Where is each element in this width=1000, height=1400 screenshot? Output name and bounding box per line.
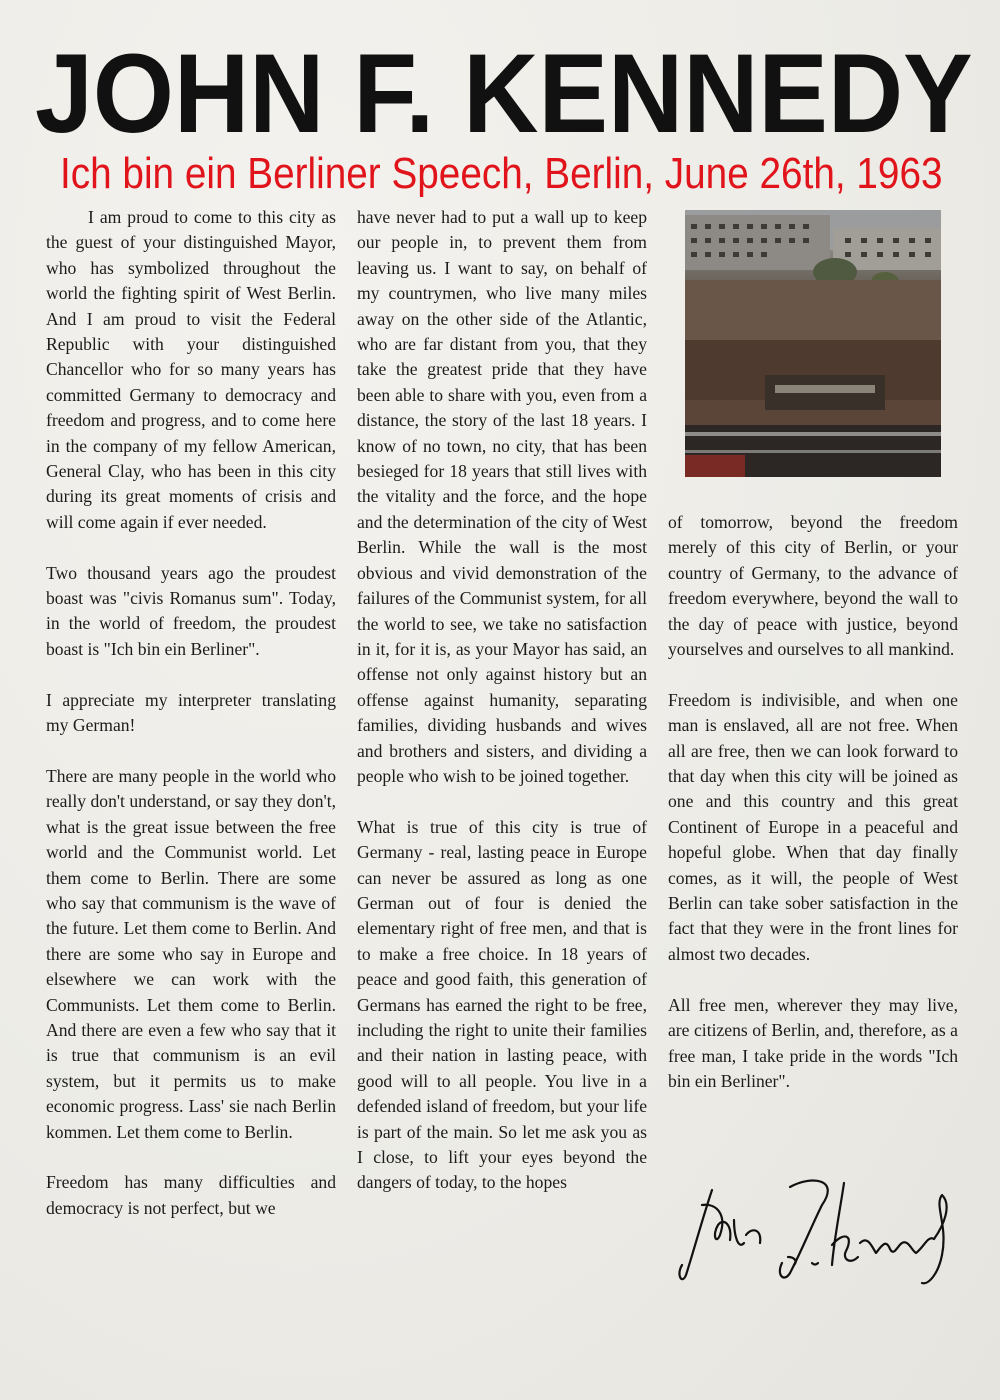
signature-image [672,1165,972,1300]
paragraph: I am proud to come to this city as the guest of your distinguished Mayor, who has symbolized throughout the world the fighting spirit of West Berlin. And I am proud to visit the Federal Republic with your distinguished Chancellor who for so many years has committed Germany to democracy and freedom and progress, and to come here in the company of my fellow American, General Clay, who has been in this city during its great moments of crisis and will come again if ever needed. [46,207,336,532]
text-column-3 [668,510,958,1120]
paragraph: of tomorrow, beyond the freedom merely of this city of Berlin, or your country of Germany, to the advance of freedom everywhere, beyond the wall to the day of peace with justice, beyond yourselves and ourselves to all mankind. [668,512,958,660]
crowd-photo-image [685,210,941,477]
paragraph: Freedom is indivisible, and when one man is enslaved, all are not free. When all are free, then we can look forward to that day when this city will be joined as one and this country and this great Continent of Europe in a peaceful and hopeful globe. When that day finally comes, as it will, the people of West Berlin can take sober satisfaction in the fact that they were in the front lines for almost two decades. [668,689,958,964]
paragraph: Two thousand years ago the proudest boast was "civis Romanus sum". Today, in the world of freedom, the proudest boast is "Ich bin ein Berliner". [46,562,336,659]
crowd-photo [685,210,941,477]
page-title: JOHN F. KENNEDY [35,31,973,156]
paragraph: What is true of this city is true of Germany - real, lasting peace in Europe can never be assured as long as one German out of four is denied the elementary right of free men, and that is to make a free choice. In 18 years of peace and good faith, this generation of Germans has earned the right to be free, including the right to unite their families and their nation in lasting peace, with good will to all people. You live in a defended island of freedom, but your life is part of the main. So let me ask you as I close, to lift your eyes beyond the dangers of today, to the hopes [357,816,647,1193]
text-column-1 [46,205,336,1247]
signature [672,1165,972,1300]
paragraph: I appreciate my interpreter translating my German! [46,689,336,736]
paragraph: There are many people in the world who really don't understand, or say they don't, what is the great issue between the free world and the Communist world. Let them come to Berlin. There are some who say that communism is the wave of the future. Let them come to Berlin. And there are some who say in Europe and elsewhere we can work with the Communists. Let them come to Berlin. And there are even a few who say that it is true that communism is an evil system, but it permits us to make economic progress. Lass' sie nach Berlin kommen. Let them come to Berlin. [46,765,336,1142]
paragraph: Freedom has many difficulties and democracy is not perfect, but we [46,1172,336,1218]
text-column-2 [357,205,647,1221]
paragraph: All free men, wherever they may live, are citizens of Berlin, and, therefore, as a free man, I take pride in the words "Ich bin ein Berliner". [668,994,958,1091]
paragraph: have never had to put a wall up to keep our people in, to prevent them from leaving us. I want to say, on behalf of my countrymen, who live many miles away on the other side of the Atlantic, who are far distant from you, that they take the greatest pride that they have been able to share with you, even from a distance, the story of the last 18 years. I know of no town, no city, that has been besieged for 18 years that still lives with the vitality and the force, and the hope and the determination of the city of West Berlin. While the wall is the most obvious and vivid demonstration of the failures of the Communist system, for all the world to see, we take no satisfaction in it, for it is, as your Mayor has said, an offense not only against history but an offense against humanity, separating families, dividing husbands and wives and brothers and sisters, and dividing a people who wish to be joined together. [357,207,647,786]
page-subtitle: Ich bin ein Berliner Speech, Berlin, June 26th, 1963 [60,149,943,198]
